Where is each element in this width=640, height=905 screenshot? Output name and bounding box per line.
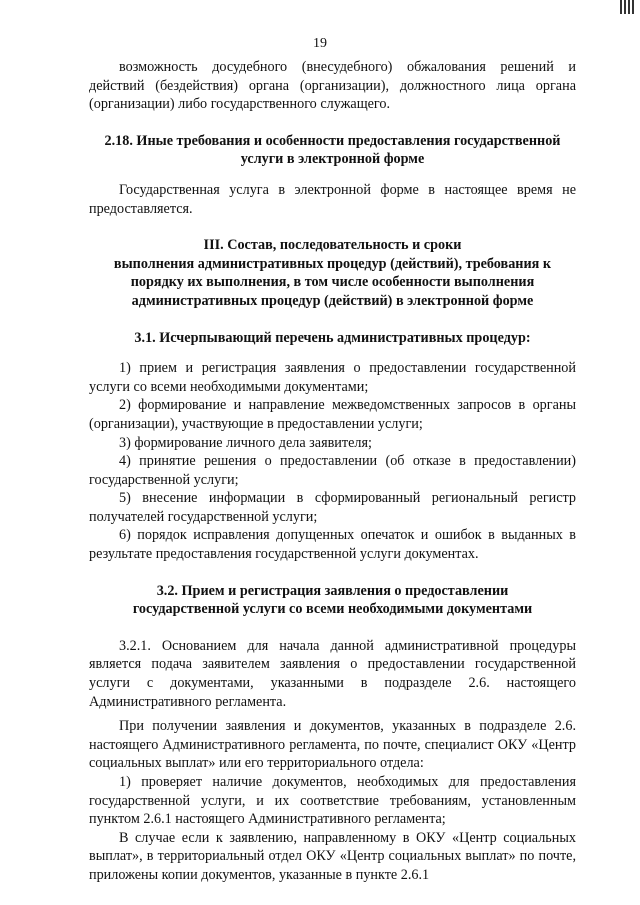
page-number: 19 (313, 36, 327, 51)
scan-mark (628, 0, 630, 14)
procedure-item-1: 1) прием и регистрация заявления о предоставлении государственной услуги со всеми необходимыми документами; (89, 360, 576, 395)
procedure-item-6: 6) порядок исправления допущенных опечаток и ошибок в выданных в результате предоставления государственной услуги документах. (89, 527, 576, 563)
section-3-2-heading-line: 3.2. Прием и регистрация заявления о предоставлении (156, 582, 509, 599)
procedure-item-2: 2) формирование и направление межведомственных запросов в органы (организации), участвующие в предоставлении услуги; (89, 397, 576, 432)
procedure-item-3: 3) формирование личного дела заявителя; (119, 434, 372, 451)
document-body (89, 58, 576, 885)
section-3-2-paragraph: В случае если к заявлению, направленному в ОКУ «Центр социальных выплат», в территориальный отдел ОКУ «Центр социальных выплат» по почте, приложены копии документов, указанные в пункте 2.6.1 (89, 829, 576, 883)
section-3-heading-line: выполнения административных процедур (действий), требования к (113, 255, 552, 272)
procedure-item-5: 5) внесение информации в сформированный региональный регистр получателей государственной услуги; (89, 490, 576, 525)
scan-mark (624, 0, 626, 14)
section-3-1-heading: 3.1. Исчерпывающий перечень административных процедур: (134, 329, 531, 346)
section-3-heading-line: административных процедур (действий) в электронной форме (131, 292, 534, 309)
section-3-2-paragraph: При получении заявления и документов, указанных в подразделе 2.6. настоящего Административного регламента, по почте, специалист ОКУ «Центр социальных выплат» или его территориального отдела: (89, 718, 576, 772)
procedure-item-4: 4) принятие решения о предоставлении (об отказе в предоставлении) государственной услуги; (89, 453, 576, 488)
section-3-heading (89, 236, 576, 310)
section-3-2-paragraph: 1) проверяет наличие документов, необходимых для предоставления государственной услуги, и их соответствие требованиям, установленным пунктом 2.6.1 настоящего Административного регламента; (89, 774, 576, 828)
section-3-2-heading-line: государственной услуги со всеми необходимыми документами (132, 601, 533, 618)
section-3-heading-line: III. Состав, последовательность и сроки (203, 237, 462, 254)
section-3-2-heading (89, 582, 576, 619)
section-2-18-text: Государственная услуга в электронной форме в настоящее время не предоставляется. (89, 181, 576, 217)
section-3-heading-line: порядку их выполнения, в том числе особенности выполнения (130, 274, 535, 291)
section-3-2-paragraph: 3.2.1. Основанием для начала данной административной процедуры является подача заявителем заявления о предоставлении государственной услуги с документами, указанными в подразделе 2.6. настоящего Административного регламента. (89, 637, 576, 710)
intro-paragraph: возможность досудебного (внесудебного) обжалования решений и действий (бездействия) органа (организации), должностного лица органа (организации) либо государственного служащего. (89, 59, 576, 113)
scan-mark (620, 0, 622, 14)
section-2-18-heading: 2.18. Иные требования и особенности предоставления государственной услуги в электронной форме (104, 132, 561, 168)
scan-mark (632, 0, 634, 14)
scan-marks (618, 0, 634, 19)
